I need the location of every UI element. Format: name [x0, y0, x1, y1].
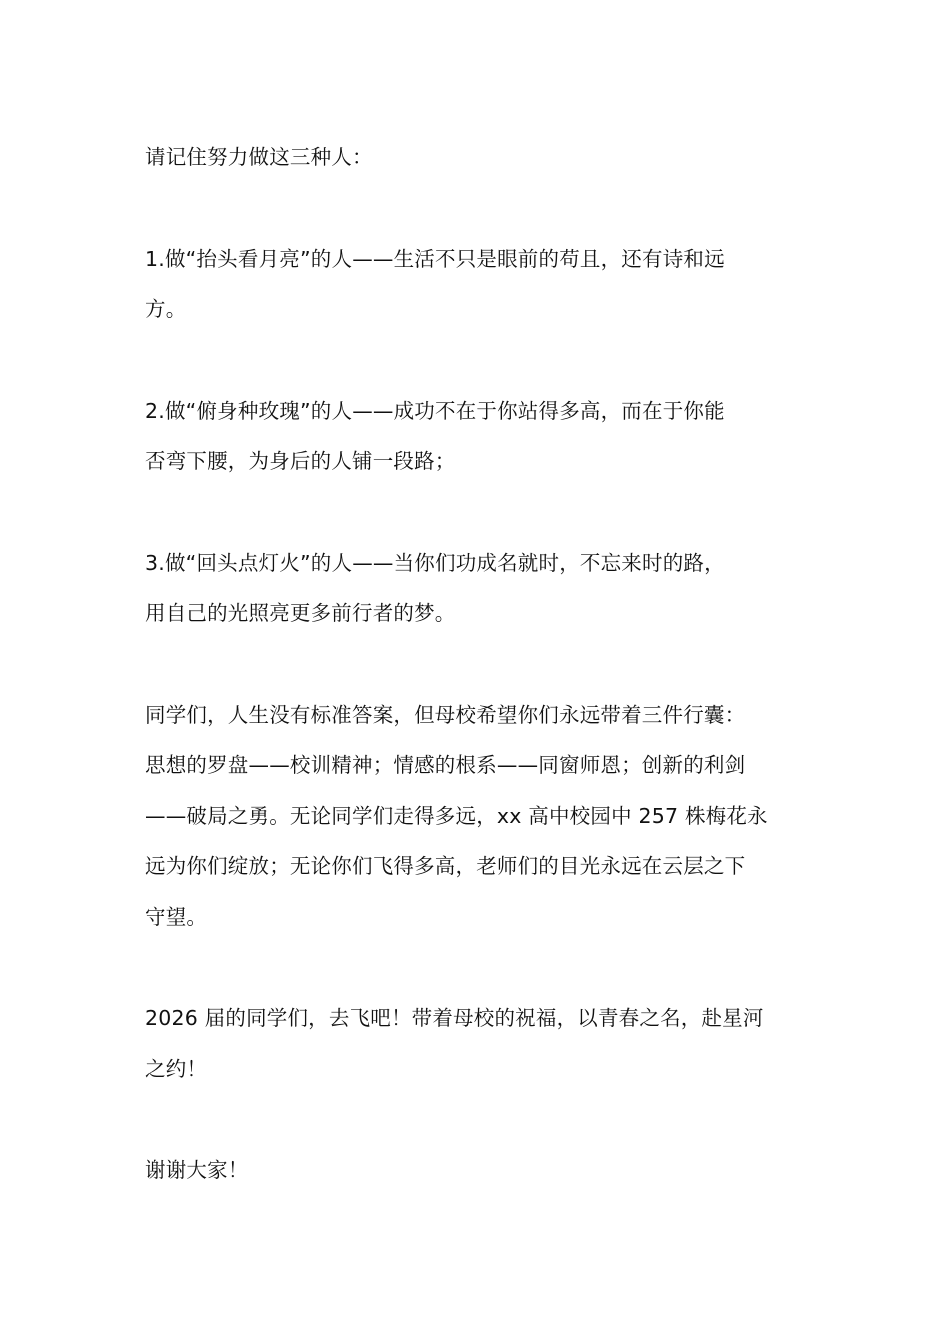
text-line: 1.做“抬头看月亮”的人——生活不只是眼前的苟且，还有诗和远: [145, 246, 725, 271]
paragraph-item-3: [145, 538, 810, 639]
text-line: 否弯下腰，为身后的人铺一段路；: [145, 449, 456, 473]
text-line: 3.做“回头点灯火”的人——当你们功成名就时，不忘来时的路，: [145, 550, 725, 575]
text-line: 请记住努力做这三种人：: [145, 145, 373, 169]
paragraph-intro: [145, 132, 810, 183]
text-line: 之约！: [145, 1056, 208, 1081]
paragraph-thanks: [145, 1145, 810, 1196]
paragraph-item-2: [145, 386, 810, 487]
text-line: ——破局之勇。无论同学们走得多远，xx 高中校园中 257 株梅花永: [145, 803, 768, 828]
text-line: 守望。: [145, 904, 208, 929]
paragraph-farewell: [145, 993, 810, 1094]
text-line: 思想的罗盘——校训精神；情感的根系——同窗师恩；创新的利剑: [145, 753, 746, 777]
document-body: [145, 132, 810, 1196]
text-line: 2026 届的同学们，去飞吧！带着母校的祝福，以青春之名，赴星河: [145, 1006, 764, 1030]
text-line: 同学们，人生没有标准答案，但母校希望你们永远带着三件行囊：: [145, 702, 746, 727]
paragraph-item-1: [145, 234, 810, 335]
text-line: 用自己的光照亮更多前行者的梦。: [145, 601, 456, 625]
text-line: 远为你们绽放；无论你们飞得多高，老师们的目光永远在云层之下: [145, 854, 746, 878]
text-line: 谢谢大家！: [145, 1158, 249, 1182]
text-line: 2.做“俯身种玫瑰”的人——成功不在于你站得多高，而在于你能: [145, 398, 725, 423]
text-line: 方。: [145, 297, 187, 321]
paragraph-message: [145, 690, 810, 943]
